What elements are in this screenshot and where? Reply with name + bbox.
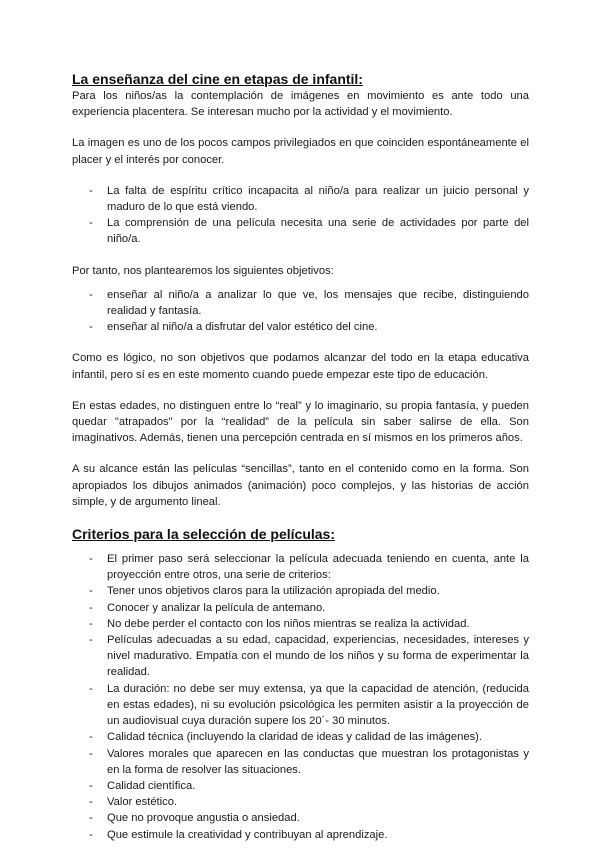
document-page [72, 70, 529, 843]
list-item: - Conocer y analizar la película de antemano. [72, 600, 529, 616]
list-item: - El primer paso será seleccionar la película adecuada teniendo en cuenta, ante la proyección entre otros, una serie de criterios: [72, 551, 529, 583]
intro-paragraph: Para los niños/as la contemplación de imágenes en movimiento es ante todo una experiencia placentera. Se interesan mucho por la actividad y el movimiento. [72, 90, 529, 119]
criteria-list [72, 551, 529, 843]
list-item: - enseñar al niño/a a disfrutar del valor estético del cine. [72, 319, 529, 335]
list-item: - Calidad técnica (incluyendo la claridad de ideas y calidad de las imágenes). [72, 729, 529, 745]
objectives-intro: Por tanto, nos plantearemos los siguientes objetivos: [72, 264, 334, 277]
list-item: - No debe perder el contacto con los niños mientras se realiza la actividad. [72, 616, 529, 632]
list-item: - Tener unos objetivos claros para la utilización apropiada del medio. [72, 583, 529, 599]
section-heading-cinema-teaching: La enseñanza del cine en etapas de infantil: [72, 71, 363, 87]
list-item: - Que no provoque angustia o ansiedad. [72, 810, 529, 826]
list-item: - La comprensión de una película necesita una serie de actividades por parte del niño/a. [72, 215, 529, 247]
image-paragraph: La imagen es uno de los pocos campos privilegiados en que coinciden espontáneamente el placer y el interés por conocer. [72, 137, 529, 166]
list-item: - Calidad científica. [72, 778, 529, 794]
objectives-list [72, 287, 529, 336]
reach-paragraph: A su alcance están las películas “sencillas”, tanto en el contenido como en la forma. Son apropiados los dibujos animados (animación) poco complejos, y las historias de acción simple, y de argumento lineal. [72, 463, 529, 508]
list-item: - La duración: no debe ser muy extensa, ya que la capacidad de atención, (reducida en estas edades), ni su evolución psicológica les permiten asistir a la proyección de un audiovisual cuya duración supere los 20´- 30 minutos. [72, 681, 529, 730]
list-item: - Películas adecuadas a su edad, capacidad, experiencias, necesidades, intereses y nivel madurativo. Empatía con el mundo de los niños y su forma de experimentar la realidad. [72, 632, 529, 681]
ages-paragraph: En estas edades, no distinguen entre lo “real” y lo imaginario, su propia fantasía, y pueden quedar "atrapados" por la “realidad” de la película sin saber salirse de ella. Son imaginativos. Además, tienen una percepción centrada en sí mismos en los primeros años. [72, 399, 529, 445]
list-item: - enseñar al niño/a a analizar lo que ve, los mensajes que recibe, distinguiendo realidad y fantasía. [72, 287, 529, 319]
list-item: - Valores morales que aparecen en las conductas que muestran los protagonistas y en la forma de resolver las situaciones. [72, 746, 529, 778]
list-item: - Que estimule la creatividad y contribuyan al aprendizaje. [72, 827, 529, 843]
logic-paragraph: Como es lógico, no son objetivos que podamos alcanzar del todo en la etapa educativa infantil, pero sí es en este momento cuando puede empezar este tipo de educación. [72, 352, 529, 381]
list-item: - Valor estético. [72, 794, 529, 810]
list-item: - La falta de espíritu crítico incapacita al niño/a para realizar un juicio personal y maduro de lo que está viendo. [72, 183, 529, 215]
critical-points-list [72, 183, 529, 248]
section-heading-criteria: Criterios para la selección de películas: [72, 526, 335, 543]
